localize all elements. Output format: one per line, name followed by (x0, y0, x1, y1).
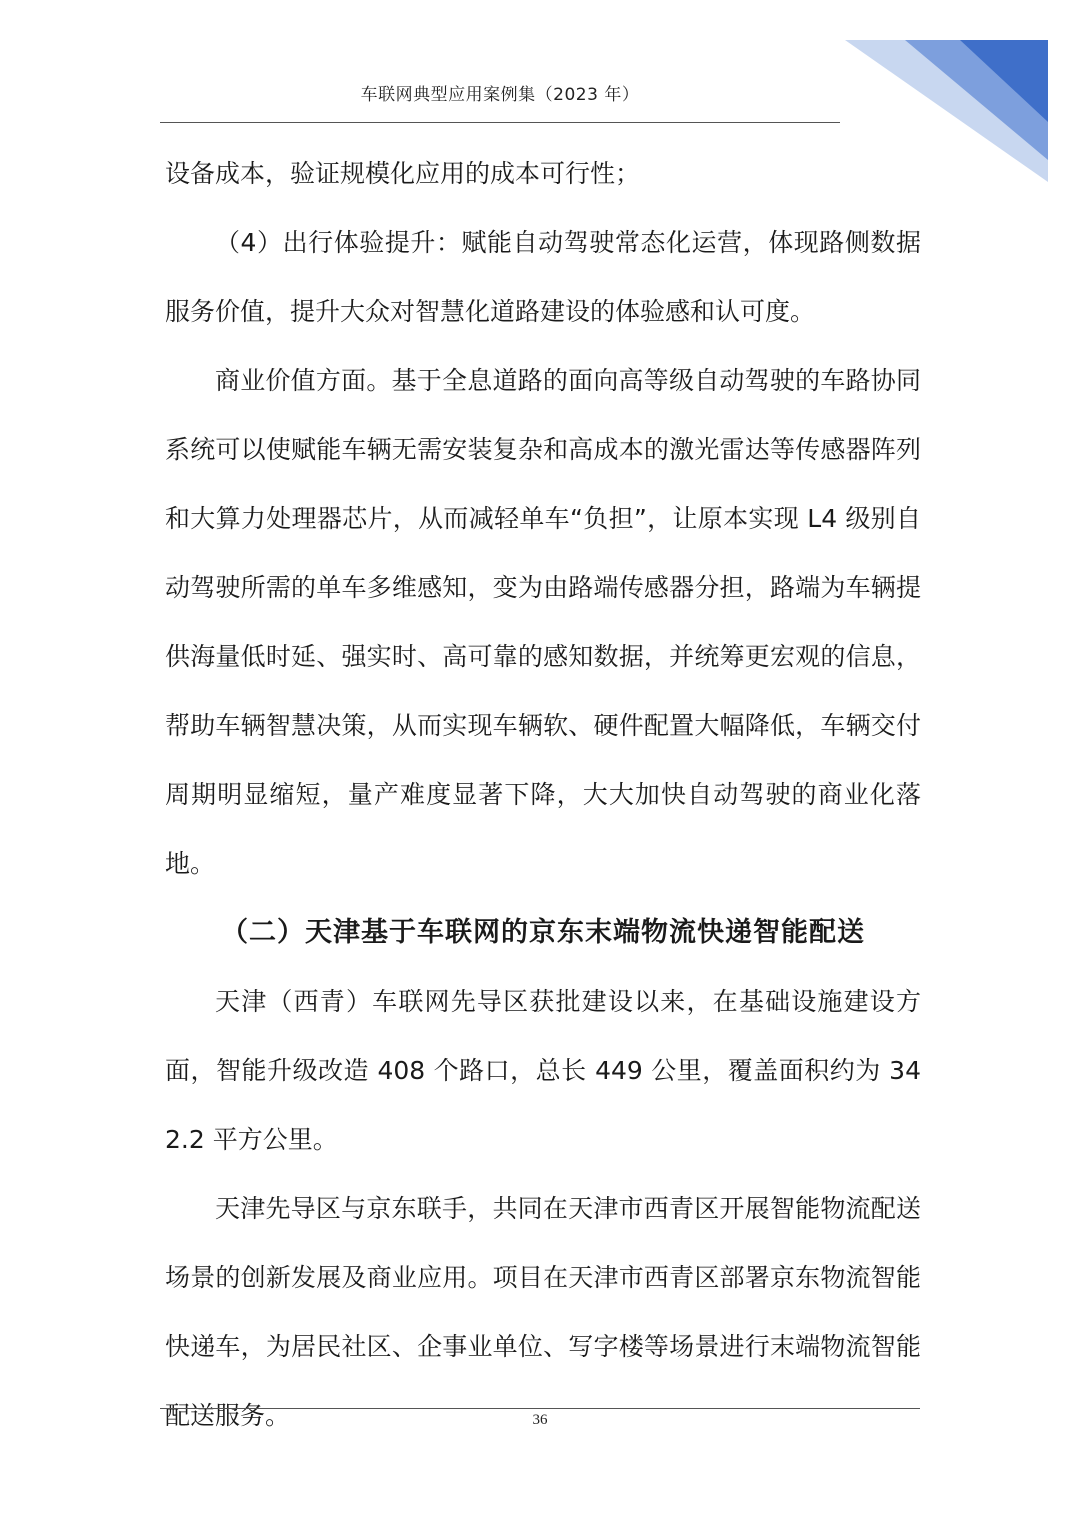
paragraph-jd-logistics: 天津先导区与京东联手，共同在天津市西青区开展智能物流配送场景的创新发展及商业应用。项目在天津市西青区部署京东物流智能快递车，为居民社区、企事业单位、写字楼等场景进行末端物流智能配送服务。 (165, 1194, 921, 1430)
paragraph-continuation: 设备成本，验证规模化应用的成本可行性； (165, 159, 641, 188)
corner-triangle-mid (905, 40, 1048, 160)
paragraph-tianjin-infrastructure: 天津（西青）车联网先导区获批建设以来，在基础设施建设方面，智能升级改造 408 个路口，总长 449 公里，覆盖面积约为 342.2 平方公里。 (165, 987, 921, 1154)
header-divider (160, 122, 840, 123)
corner-triangle-dark (960, 40, 1048, 122)
footer-divider (160, 1408, 920, 1409)
body-text (165, 139, 921, 1450)
section-heading: （二）天津基于车联网的京东末端物流快递智能配送 (221, 917, 865, 948)
running-header: 车联网典型应用案例集（2023 年） (360, 85, 640, 105)
paragraph-travel-experience: （4）出行体验提升：赋能自动驾驶常态化运营，体现路侧数据服务价值，提升大众对智慧化道路建设的体验感和认可度。 (165, 228, 921, 326)
paragraph-commercial-value: 商业价值方面。基于全息道路的面向高等级自动驾驶的车路协同系统可以使赋能车辆无需安装复杂和高成本的激光雷达等传感器阵列和大算力处理器芯片，从而减轻单车“负担”，让原本实现 L4 级别自动驾驶所需的单车多维感知，变为由路端传感器分担，路端为车辆提供海量低时延、强实时、高可靠的感知数据，并统筹更宏观的信息，帮助车辆智慧决策，从而实现车辆软、硬件配置大幅降低，车辆交付周期明显缩短，量产难度显著下降，大大加快自动驾驶的商业化落地。 (165, 366, 921, 878)
page-number: 36 (532, 1412, 548, 1428)
